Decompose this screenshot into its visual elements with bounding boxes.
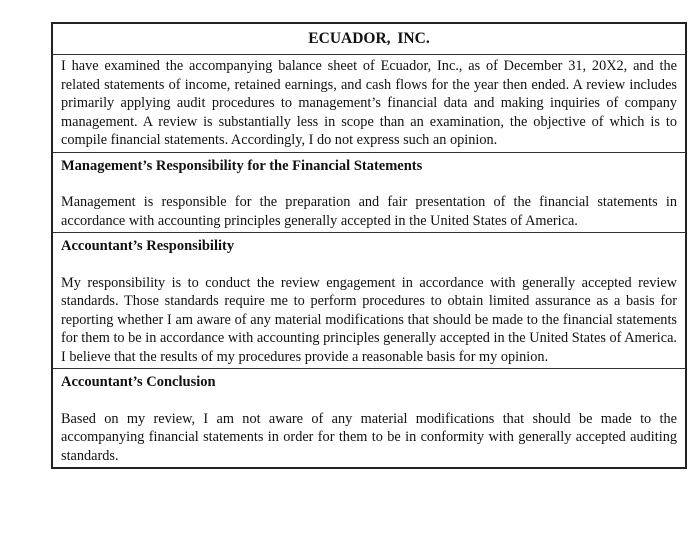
section-heading: Accountant’s Conclusion: [61, 374, 216, 390]
report-title: ECUADOR, INC.: [53, 24, 685, 55]
intro-paragraph: I have examined the accompanying balance sheet of Ecuador, Inc., as of December 31, 20X2, and the related statements of income, retained earnings, and cash flows for the year then ended. A review includes primarily applying audit procedures to management’s financial data and making inquiries of company management. A review is substantially less in scope than an examination, the objective of which is to compile financial statements. Accordingly, I do not express such an opinion.: [61, 58, 677, 148]
section-heading: Accountant’s Responsibility: [61, 238, 235, 254]
intro-section: [53, 55, 685, 153]
section-heading: Management’s Responsibility for the Financial Statements: [61, 157, 423, 174]
section-body: Based on my review, I am not aware of any material modifications that should be made to the accompanying financial statements in order for them to be in conformity with generally accepted auditing standards.: [61, 410, 677, 464]
management-responsibility-section: [53, 153, 685, 234]
review-report-table: [51, 22, 687, 469]
accountant-conclusion-section: [53, 369, 685, 467]
accountant-responsibility-section: [53, 233, 685, 369]
section-body: My responsibility is to conduct the review engagement in accordance with generally accepted review standards. Those standards require me to perform procedures to obtain limited assurance as a basis for reporting whether I am aware of any material modifications that should be made to the financial statements for them to be in accordance with accounting principles generally accepted in the United States of America. I believe that the results of my procedures provide a reasonable basis for my opinion.: [61, 274, 677, 365]
section-body: Management is responsible for the preparation and fair presentation of the financial statements in accordance with accounting principles generally accepted in the United States of America.: [61, 194, 677, 229]
